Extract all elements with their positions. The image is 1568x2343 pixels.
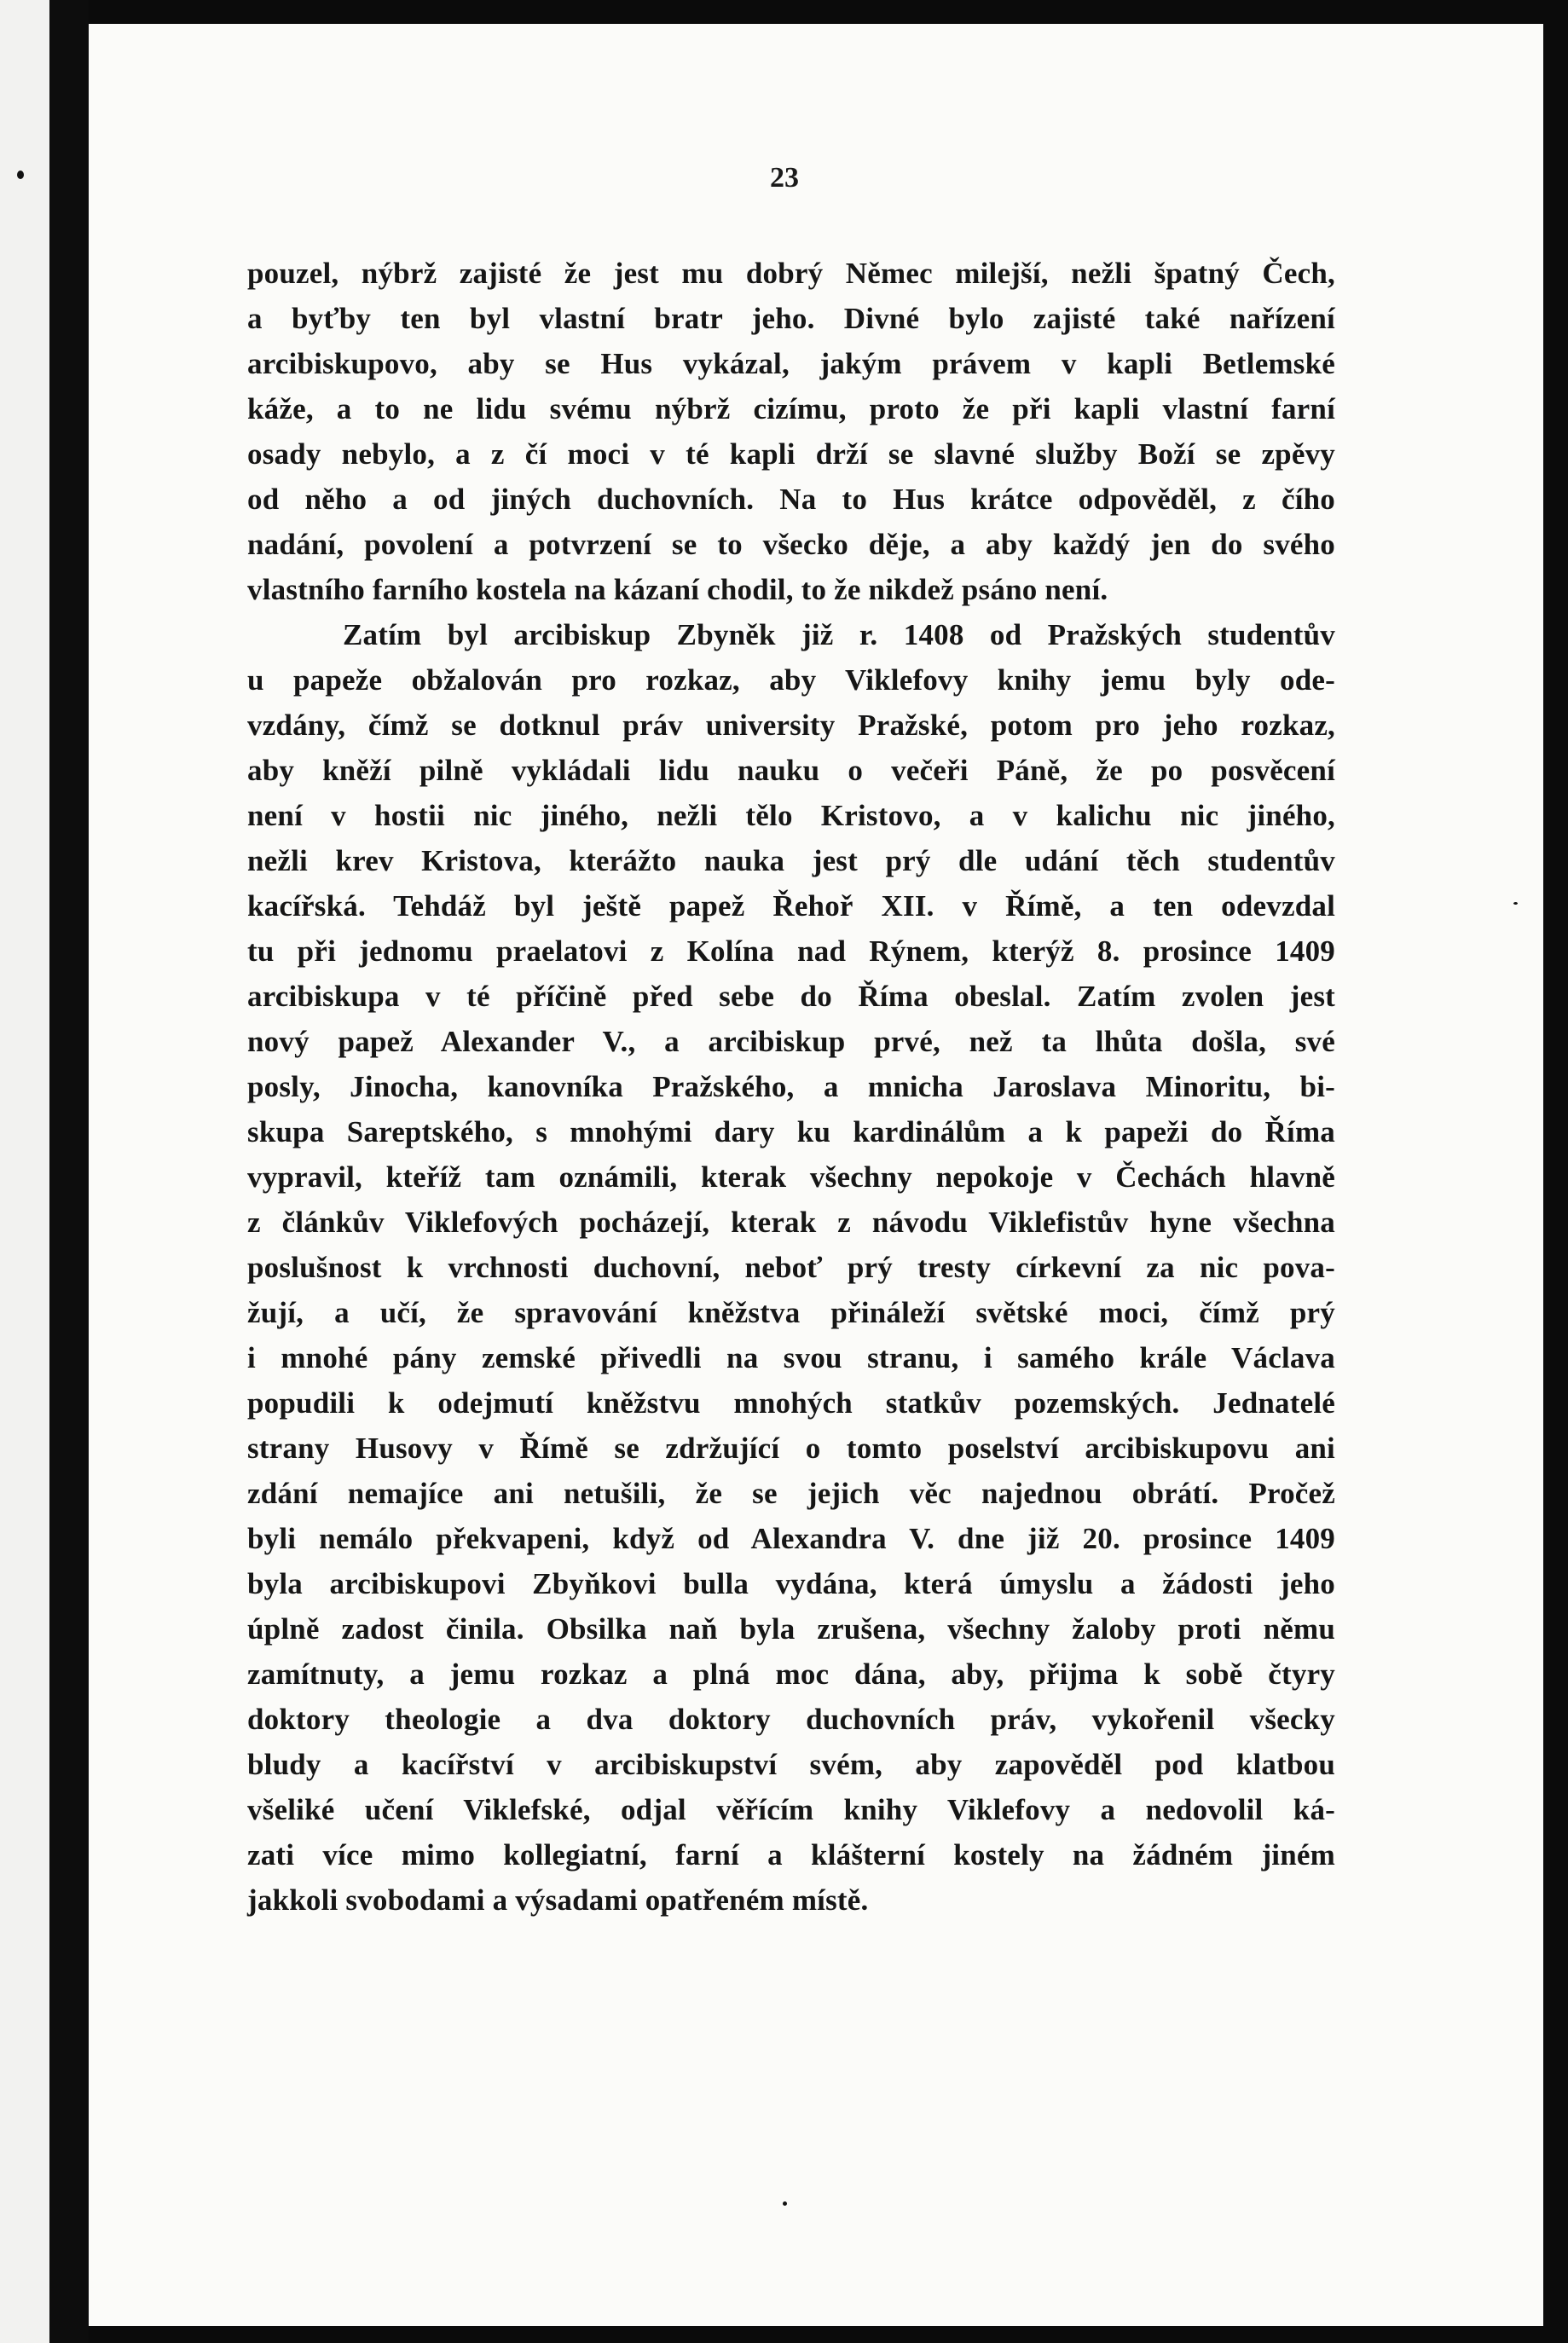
text-line: vypravil, kteříž tam oznámili, kterak všechny nepokoje v Čechách hlavně [247, 1160, 1335, 1194]
text-line: nadání, povolení a potvrzení se to všecko děje, a aby každý jen do svého [247, 528, 1335, 561]
speck-mark [1513, 902, 1518, 905]
text-line: od něho a od jiných duchovních. Na to Hus krátce odpověděl, z čího [247, 483, 1335, 516]
text-line: všeliké učení Viklefské, odjal věřícím knihy Viklefovy a nedovolil ká- [247, 1793, 1335, 1826]
text-line: skupa Sareptského, s mnohými dary ku kardinálům a k papeži do Říma [247, 1115, 1335, 1148]
text-line: byla arcibiskupovi Zbyňkovi bulla vydána, která úmyslu a žádosti jeho [247, 1567, 1335, 1600]
text-line: káže, a to ne lidu svému nýbrž cizímu, proto že při kapli vlastní farní [247, 392, 1335, 425]
text-line: nežli krev Kristova, kterážto nauka jest prý dle udání těch studentův [247, 844, 1335, 877]
speck-mark [17, 171, 24, 179]
text-line: pouzel, nýbrž zajisté že jest mu dobrý Němec milejší, nežli špatný Čech, [247, 257, 1335, 290]
text-line: doktory theologie a dva doktory duchovních práv, vykořenil všecky [247, 1703, 1335, 1736]
text-line: a byťby ten byl vlastní bratr jeho. Divné bylo zajisté také nařízení [247, 302, 1335, 335]
page-number: 23 [770, 162, 799, 194]
text-line: strany Husovy v Římě se zdržující o tomto poselství arcibiskupovu ani [247, 1432, 1335, 1465]
text-line: vlastního farního kostela na kázaní chodil, to že nikdež psáno není. [247, 573, 1108, 606]
text-line: popudili k odejmutí kněžstvu mnohých statkův pozemských. Jednatelé [247, 1386, 1335, 1420]
text-line: Zatím byl arcibiskup Zbyněk již r. 1408 od Pražských studentův [343, 618, 1335, 651]
scan-gutter [49, 0, 89, 2343]
text-line: zamítnuty, a jemu rozkaz a plná moc dána, aby, přijma k sobě čtyry [247, 1657, 1335, 1691]
text-line: vzdány, čímž se dotknul práv university Pražské, potom pro jeho rozkaz, [247, 709, 1335, 742]
text-line: jakkoli svobodami a výsadami opatřeném místě. [247, 1883, 869, 1917]
text-line: osady nebylo, a z čí moci v té kapli drží se slavné služby Boží se zpěvy [247, 437, 1335, 471]
body-text [247, 251, 1335, 1923]
text-line: z článkův Viklefových pocházejí, kterak z návodu Viklefistův hyne všechna [247, 1206, 1335, 1239]
text-line: žují, a učí, že spravování kněžstva přináleží světské moci, čímž prý [247, 1296, 1335, 1329]
text-line: zdání nemajíce ani netušili, že se jejich věc najednou obrátí. Pročež [247, 1477, 1335, 1510]
text-line: zati více mimo kollegiatní, farní a klášterní kostely na žádném jiném [247, 1838, 1335, 1872]
text-line: posly, Jinocha, kanovníka Pražského, a mnicha Jaroslava Minoritu, bi- [247, 1070, 1335, 1103]
text-line: aby kněží pilně vykládali lidu nauku o večeři Páně, že po posvěcení [247, 754, 1335, 787]
text-line: i mnohé pány zemské přivedli na svou stranu, i samého krále Václava [247, 1341, 1335, 1374]
text-line: u papeže obžalován pro rozkaz, aby Viklefovy knihy jemu byly ode- [247, 663, 1335, 697]
text-line: poslušnost k vrchnosti duchovní, neboť prý tresty církevní za nic pova- [247, 1251, 1335, 1284]
text-line: úplně zadost činila. Obsilka naň byla zrušena, všechny žaloby proti němu [247, 1612, 1335, 1646]
text-line: arcibiskupa v té příčině před sebe do Říma obeslal. Zatím zvolen jest [247, 980, 1335, 1013]
text-line: bludy a kacířství v arcibiskupství svém, aby zapověděl pod klatbou [247, 1748, 1335, 1781]
speck-mark [783, 2201, 787, 2206]
text-line: tu při jednomu praelatovi z Kolína nad Rýnem, kterýž 8. prosince 1409 [247, 934, 1335, 968]
text-line: není v hostii nic jiného, nežli tělo Kristovo, a v kalichu nic jiného, [247, 799, 1335, 832]
text-line: kacířská. Tehdáž byl ještě papež Řehoř XII. v Římě, a ten odevzdal [247, 889, 1335, 923]
text-line: byli nemálo překvapeni, když od Alexandra V. dne již 20. prosince 1409 [247, 1522, 1335, 1555]
adjacent-page-edge [0, 0, 49, 2343]
text-line: nový papež Alexander V., a arcibiskup prvé, než ta lhůta došla, své [247, 1025, 1335, 1058]
text-line: arcibiskupovo, aby se Hus vykázal, jakým právem v kapli Betlemské [247, 347, 1335, 380]
